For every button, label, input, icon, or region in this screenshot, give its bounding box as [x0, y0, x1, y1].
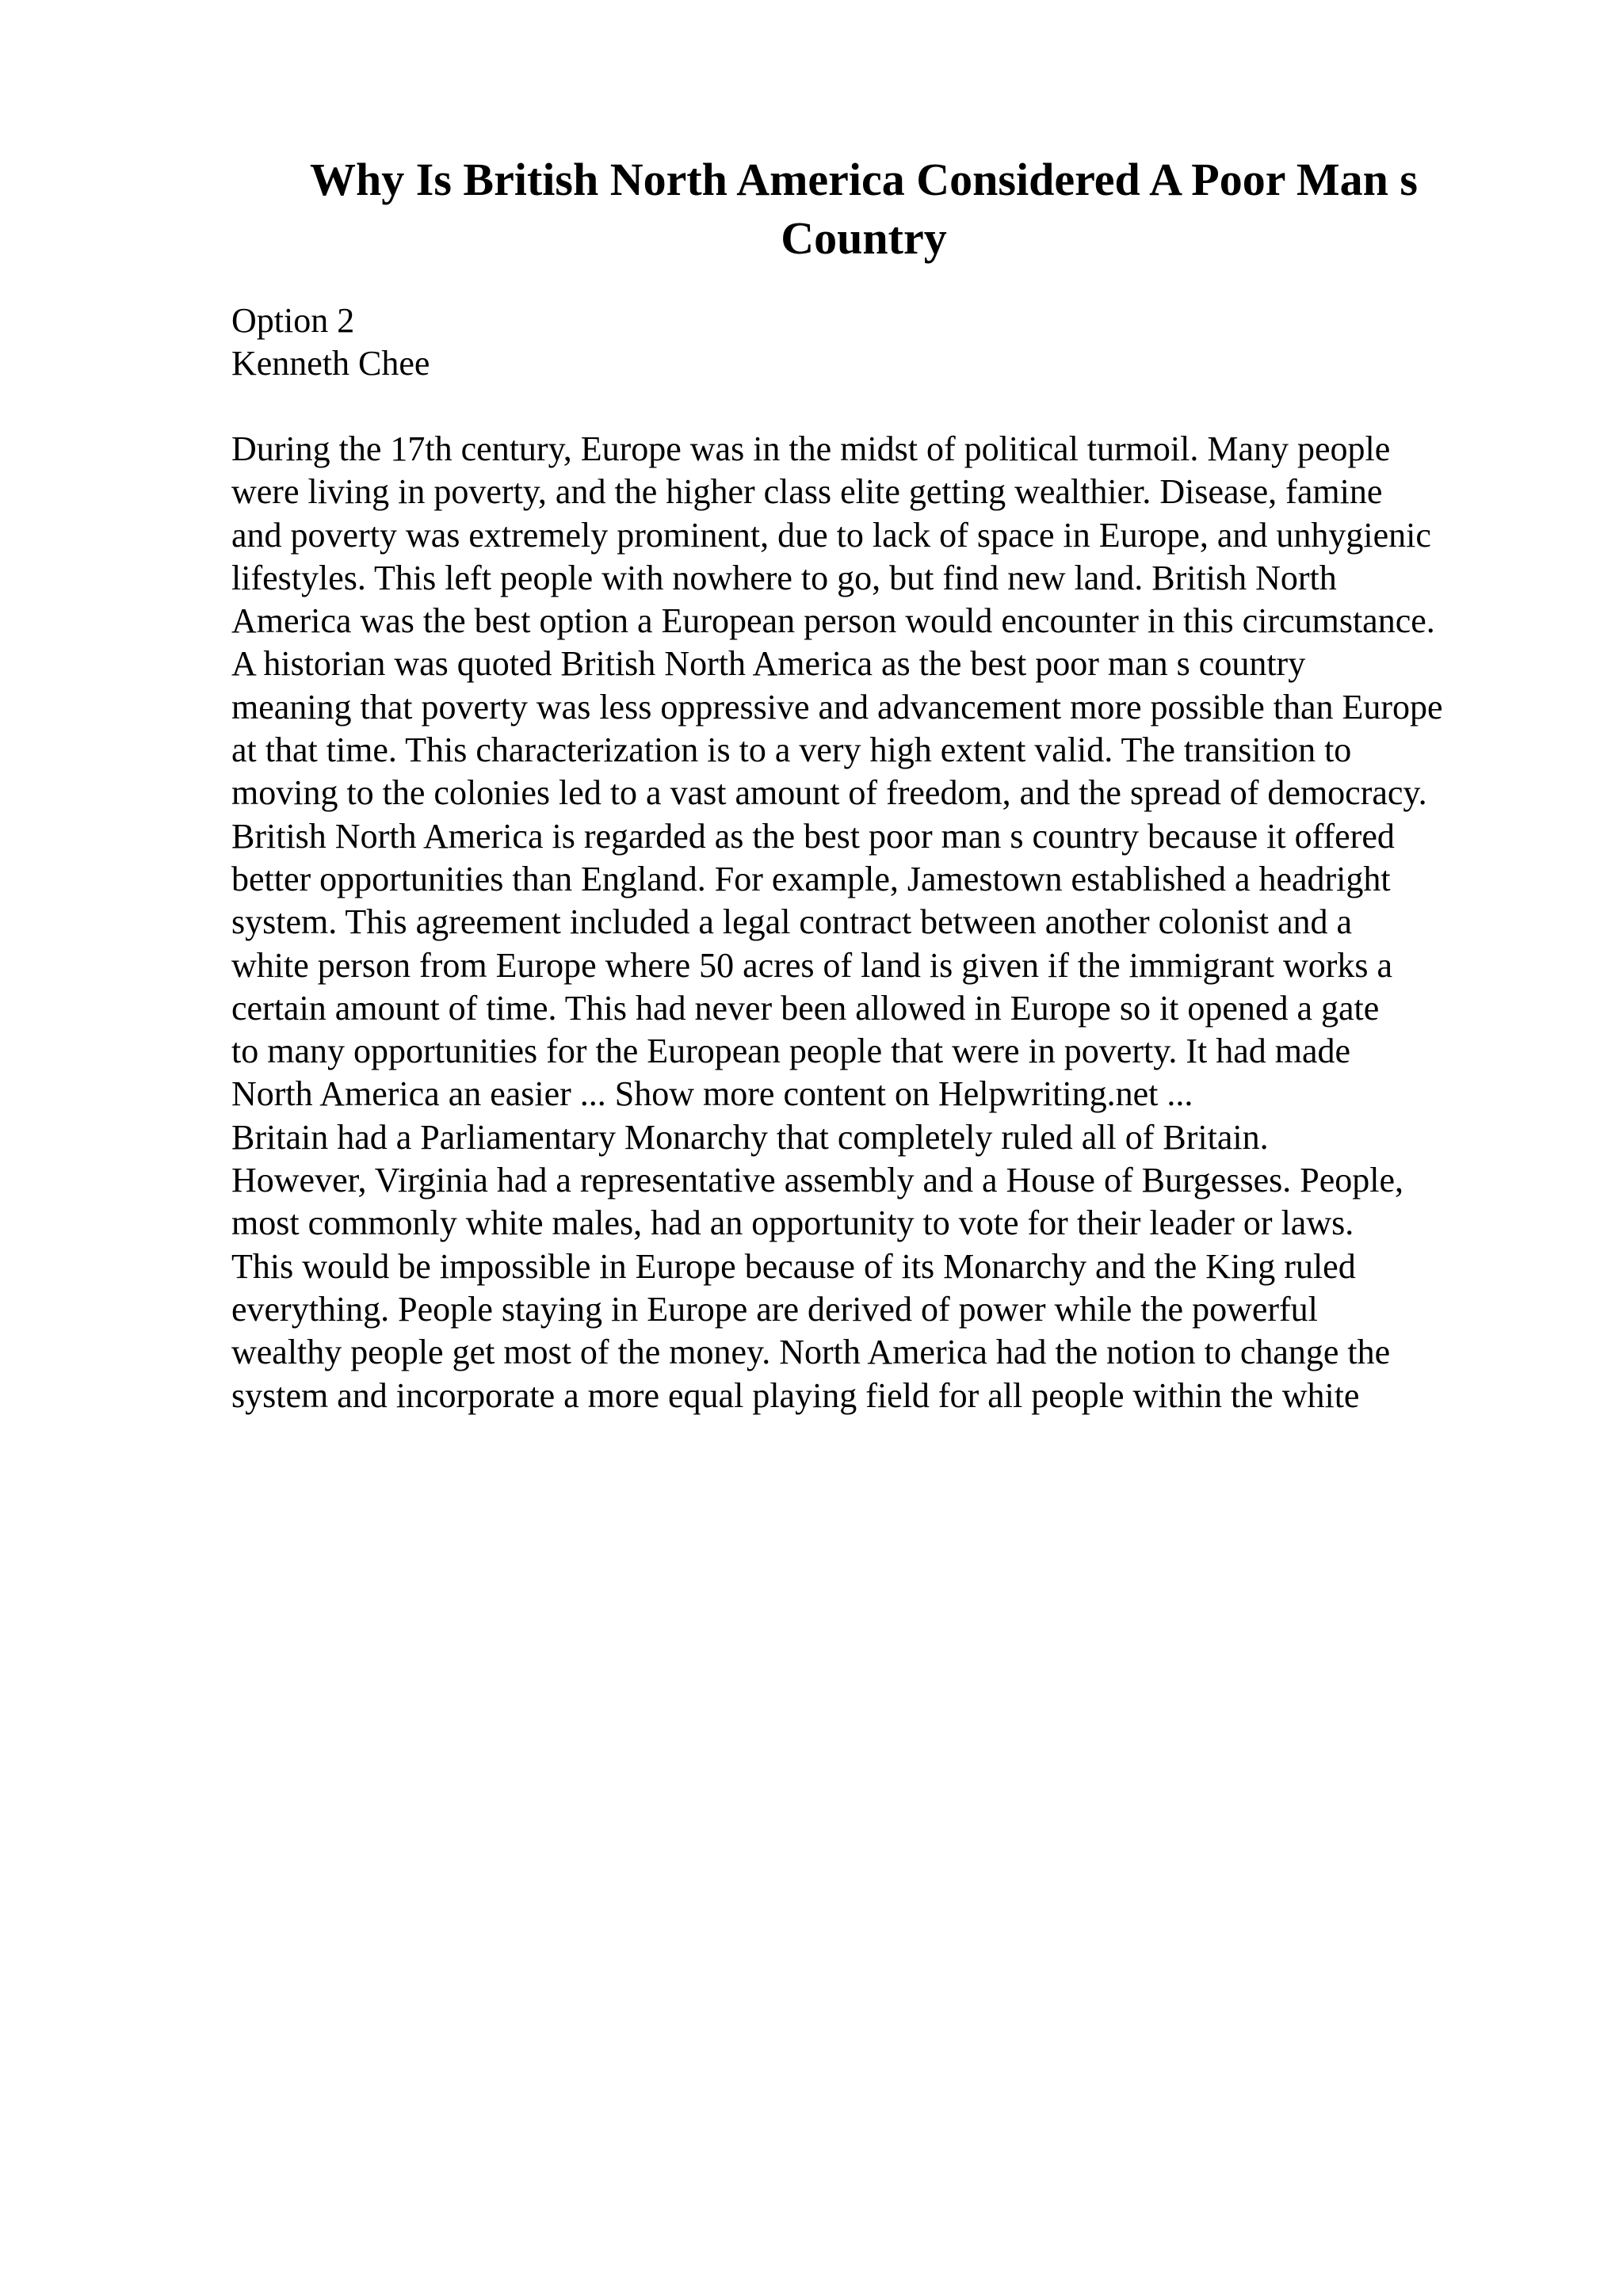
- body-line: were living in poverty, and the higher class elite getting wealthier. Disease, famine: [231, 472, 1383, 512]
- body-line: meaning that poverty was less oppressive and advancement more possible than Europe: [231, 687, 1443, 727]
- option-label: Option 2: [231, 301, 355, 340]
- title-line: Why Is British North America Considered A Poor Man s: [310, 154, 1418, 205]
- author-name: Kenneth Chee: [231, 344, 430, 383]
- body-line: North America an easier ... Show more content on Helpwriting.net ...: [231, 1074, 1193, 1114]
- document-body: [231, 428, 1443, 1417]
- body-line: everything. People staying in Europe are derived of power while the powerful: [231, 1289, 1318, 1329]
- body-line: system and incorporate a more equal playing field for all people within the white: [231, 1375, 1360, 1415]
- title-line: Country: [781, 212, 947, 264]
- body-line: America was the best option a European person would encounter in this circumstance.: [231, 601, 1435, 641]
- body-line: moving to the colonies led to a vast amount of freedom, and the spread of democracy.: [231, 773, 1427, 813]
- body-line: white person from Europe where 50 acres of land is given if the immigrant works a: [231, 945, 1393, 985]
- body-line: to many opportunities for the European people that were in poverty. It had made: [231, 1032, 1351, 1071]
- body-line: wealthy people get most of the money. North America had the notion to change the: [231, 1333, 1391, 1372]
- body-line: at that time. This characterization is to a very high extent valid. The transition to: [231, 730, 1352, 770]
- document-meta: [231, 299, 430, 385]
- document-title: [230, 151, 1498, 268]
- body-line: Britain had a Parliamentary Monarchy that completely ruled all of Britain.: [231, 1117, 1269, 1157]
- body-line: This would be impossible in Europe because of its Monarchy and the King ruled: [231, 1246, 1356, 1286]
- body-line: However, Virginia had a representative assembly and a House of Burgesses. People,: [231, 1161, 1403, 1200]
- body-line: most commonly white males, had an opportunity to vote for their leader or laws.: [231, 1203, 1354, 1243]
- body-line: system. This agreement included a legal contract between another colonist and a: [231, 902, 1353, 942]
- body-line: During the 17th century, Europe was in the midst of political turmoil. Many people: [231, 429, 1391, 468]
- body-line: lifestyles. This left people with nowhere to go, but find new land. British North: [231, 558, 1337, 597]
- body-line: A historian was quoted British North America as the best poor man s country: [231, 644, 1306, 684]
- body-line: certain amount of time. This had never been allowed in Europe so it opened a gate: [231, 988, 1380, 1028]
- body-line: British North America is regarded as the best poor man s country because it offered: [231, 816, 1395, 856]
- body-line: and poverty was extremely prominent, due to lack of space in Europe, and unhygienic: [231, 515, 1431, 555]
- body-line: better opportunities than England. For example, Jamestown established a headright: [231, 859, 1391, 898]
